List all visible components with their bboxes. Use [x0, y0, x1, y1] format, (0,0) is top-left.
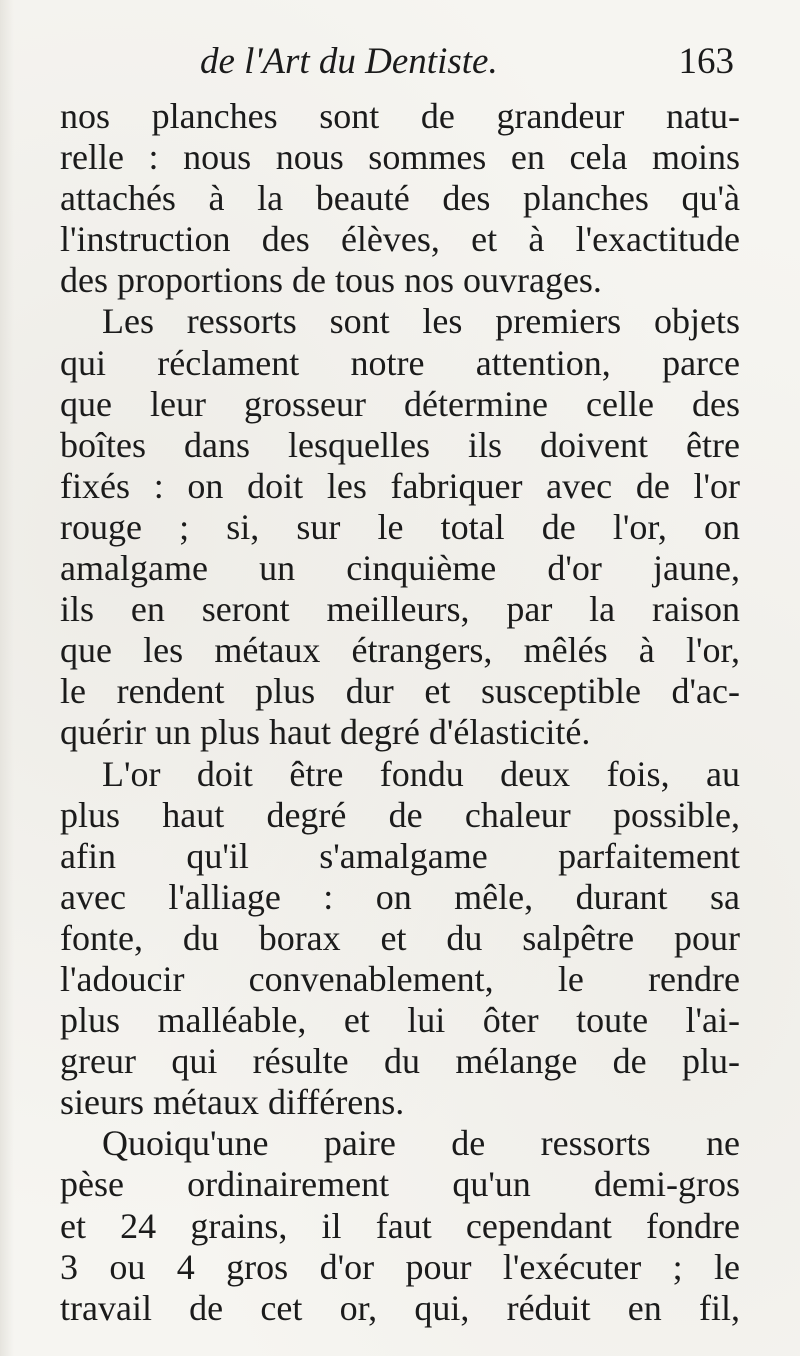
text-line: que leur grosseur détermine celle des [60, 383, 740, 424]
text-line: 3 ou 4 gros d'or pour l'exécuter ; le [60, 1246, 740, 1287]
text-line: fixés : on doit les fabriquer avec de l'or [60, 465, 740, 506]
text-line: nos planches sont de grandeur natu- [60, 96, 740, 136]
running-head [60, 36, 740, 88]
text-line: quérir un plus haut degré d'élasticité. [60, 712, 591, 753]
text-line: attachés à la beauté des planches qu'à [60, 178, 740, 219]
text-line: et 24 grains, il faut cependant fondre [60, 1205, 740, 1246]
text-line: qui réclament notre attention, parce [60, 342, 740, 383]
text-line: relle : nous nous sommes en cela moins [60, 137, 740, 178]
text-line: plus haut degré de chaleur possible, [60, 794, 740, 835]
text-line: que les métaux étrangers, mêlés à l'or, [60, 630, 740, 671]
text-line: l'instruction des élèves, et à l'exactitude [60, 219, 740, 260]
text-line: amalgame un cinquième d'or jaune, [60, 548, 740, 589]
text-line: Quoiqu'une paire de ressorts ne [102, 1123, 740, 1164]
text-line: ils en seront meilleurs, par la raison [60, 589, 740, 630]
text-line: l'adoucir convenablement, le rendre [60, 958, 740, 999]
text-line: fonte, du borax et du salpêtre pour [60, 917, 740, 958]
text-line: Les ressorts sont les premiers objets [102, 301, 740, 342]
text-line: afin qu'il s'amalgame parfaitement [60, 835, 740, 876]
page-edge-shadow [0, 0, 14, 1356]
text-line: rouge ; si, sur le total de l'or, on [60, 506, 740, 547]
text-line: sieurs métaux différens. [60, 1082, 405, 1123]
text-line: plus malléable, et lui ôter toute l'ai- [60, 1000, 740, 1041]
text-line: boîtes dans lesquelles ils doivent être [60, 424, 740, 465]
page-number: 163 [678, 41, 734, 82]
running-title: de l'Art du Dentiste. [200, 41, 498, 82]
text-line: avec l'alliage : on mêle, durant sa [60, 876, 740, 917]
text-line: des proportions de tous nos ouvrages. [60, 260, 602, 301]
text-line: le rendent plus dur et susceptible d'ac- [60, 671, 740, 712]
text-line: greur qui résulte du mélange de plu- [60, 1041, 740, 1082]
text-line: L'or doit être fondu deux fois, au [102, 753, 740, 794]
text-line: travail de cet or, qui, réduit en fil, [60, 1287, 740, 1328]
body-text [60, 96, 740, 1329]
text-line: pèse ordinairement qu'un demi-gros [60, 1164, 740, 1205]
